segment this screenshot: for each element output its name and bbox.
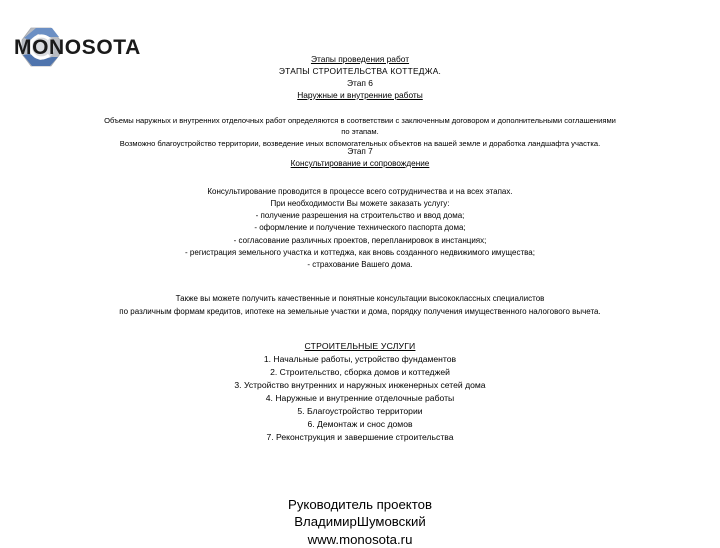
credits-line-2: по различным формам кредитов, ипотеке на земельные участки и дома, порядку получения имущественного налогового вычета. — [119, 306, 601, 316]
service-item: 2. Строительство, сборка домов и коттеджей — [270, 367, 450, 378]
footer-name: ВладимирШумовский — [294, 514, 426, 530]
header-text-group — [0, 54, 720, 102]
volumes-line-2: по этапам. — [341, 127, 379, 137]
page-title: Этапы проведения работ — [310, 54, 410, 64]
credits-paragraph — [0, 293, 720, 319]
volumes-paragraph — [0, 115, 720, 149]
volumes-line-3: Возможно благоустройство территории, возведение иных вспомогательных объектов на вашей земле и доработка ландшафта участка. — [119, 138, 601, 148]
consulting-block — [0, 186, 720, 271]
consulting-item: - получение разрешения на строительство и ввод дома; — [255, 211, 465, 221]
service-item: 5. Благоустройство территории — [297, 406, 423, 417]
footer-block — [0, 496, 720, 548]
consulting-item: - оформление и получение технического паспорта дома; — [254, 223, 466, 233]
stage-6-title: Наружные и внутренние работы — [297, 89, 423, 100]
stage-7-heading-group — [0, 146, 720, 170]
service-item: 7. Реконструкция и завершение строительства — [266, 432, 454, 443]
stage-7-label: Этап 7 — [347, 147, 373, 156]
logo-wordmark: MONOSOTA — [14, 36, 141, 59]
volumes-line-1: Объемы наружных и внутренних отделочных работ определяются в соответствии с заключенным договором и дополнительными соглашениями — [104, 116, 616, 125]
service-item: 6. Демонтаж и снос домов — [307, 419, 413, 430]
consulting-intro-2: При необходимости Вы можете заказать услугу: — [270, 199, 450, 209]
stage-7-title: Консультирование и сопровождение — [290, 158, 430, 168]
services-title: СТРОИТЕЛЬНЫЕ УСЛУГИ — [304, 341, 416, 351]
consulting-item: - регистрация земельного участка и коттеджа, как вновь созданного недвижимого имущества; — [185, 247, 535, 257]
page-subtitle: ЭТАПЫ СТРОИТЕЛЬСТВА КОТТЕДЖА. — [278, 65, 442, 76]
footer-role: Руководитель проектов — [288, 497, 432, 512]
services-block — [0, 340, 720, 445]
service-item: 3. Устройство внутренних и наружных инженерных сетей дома — [234, 380, 486, 391]
service-item: 4. Наружные и внутренние отделочные работы — [265, 393, 455, 404]
stage-6-label: Этап 6 — [347, 77, 373, 88]
consulting-item: - страхование Вашего дома. — [307, 259, 413, 269]
service-item: 1. Начальные работы, устройство фундаментов — [263, 354, 457, 365]
consulting-intro-1: Консультирование проводится в процессе всего сотрудничества и на всех этапах. — [207, 187, 513, 196]
footer-website[interactable]: www.monosota.ru — [307, 531, 413, 547]
credits-line-1: Также вы можете получить качественные и понятные консультации высококлассных специалистов — [175, 294, 545, 303]
consulting-item: - согласование различных проектов, перепланировок в инстанциях; — [233, 235, 487, 245]
